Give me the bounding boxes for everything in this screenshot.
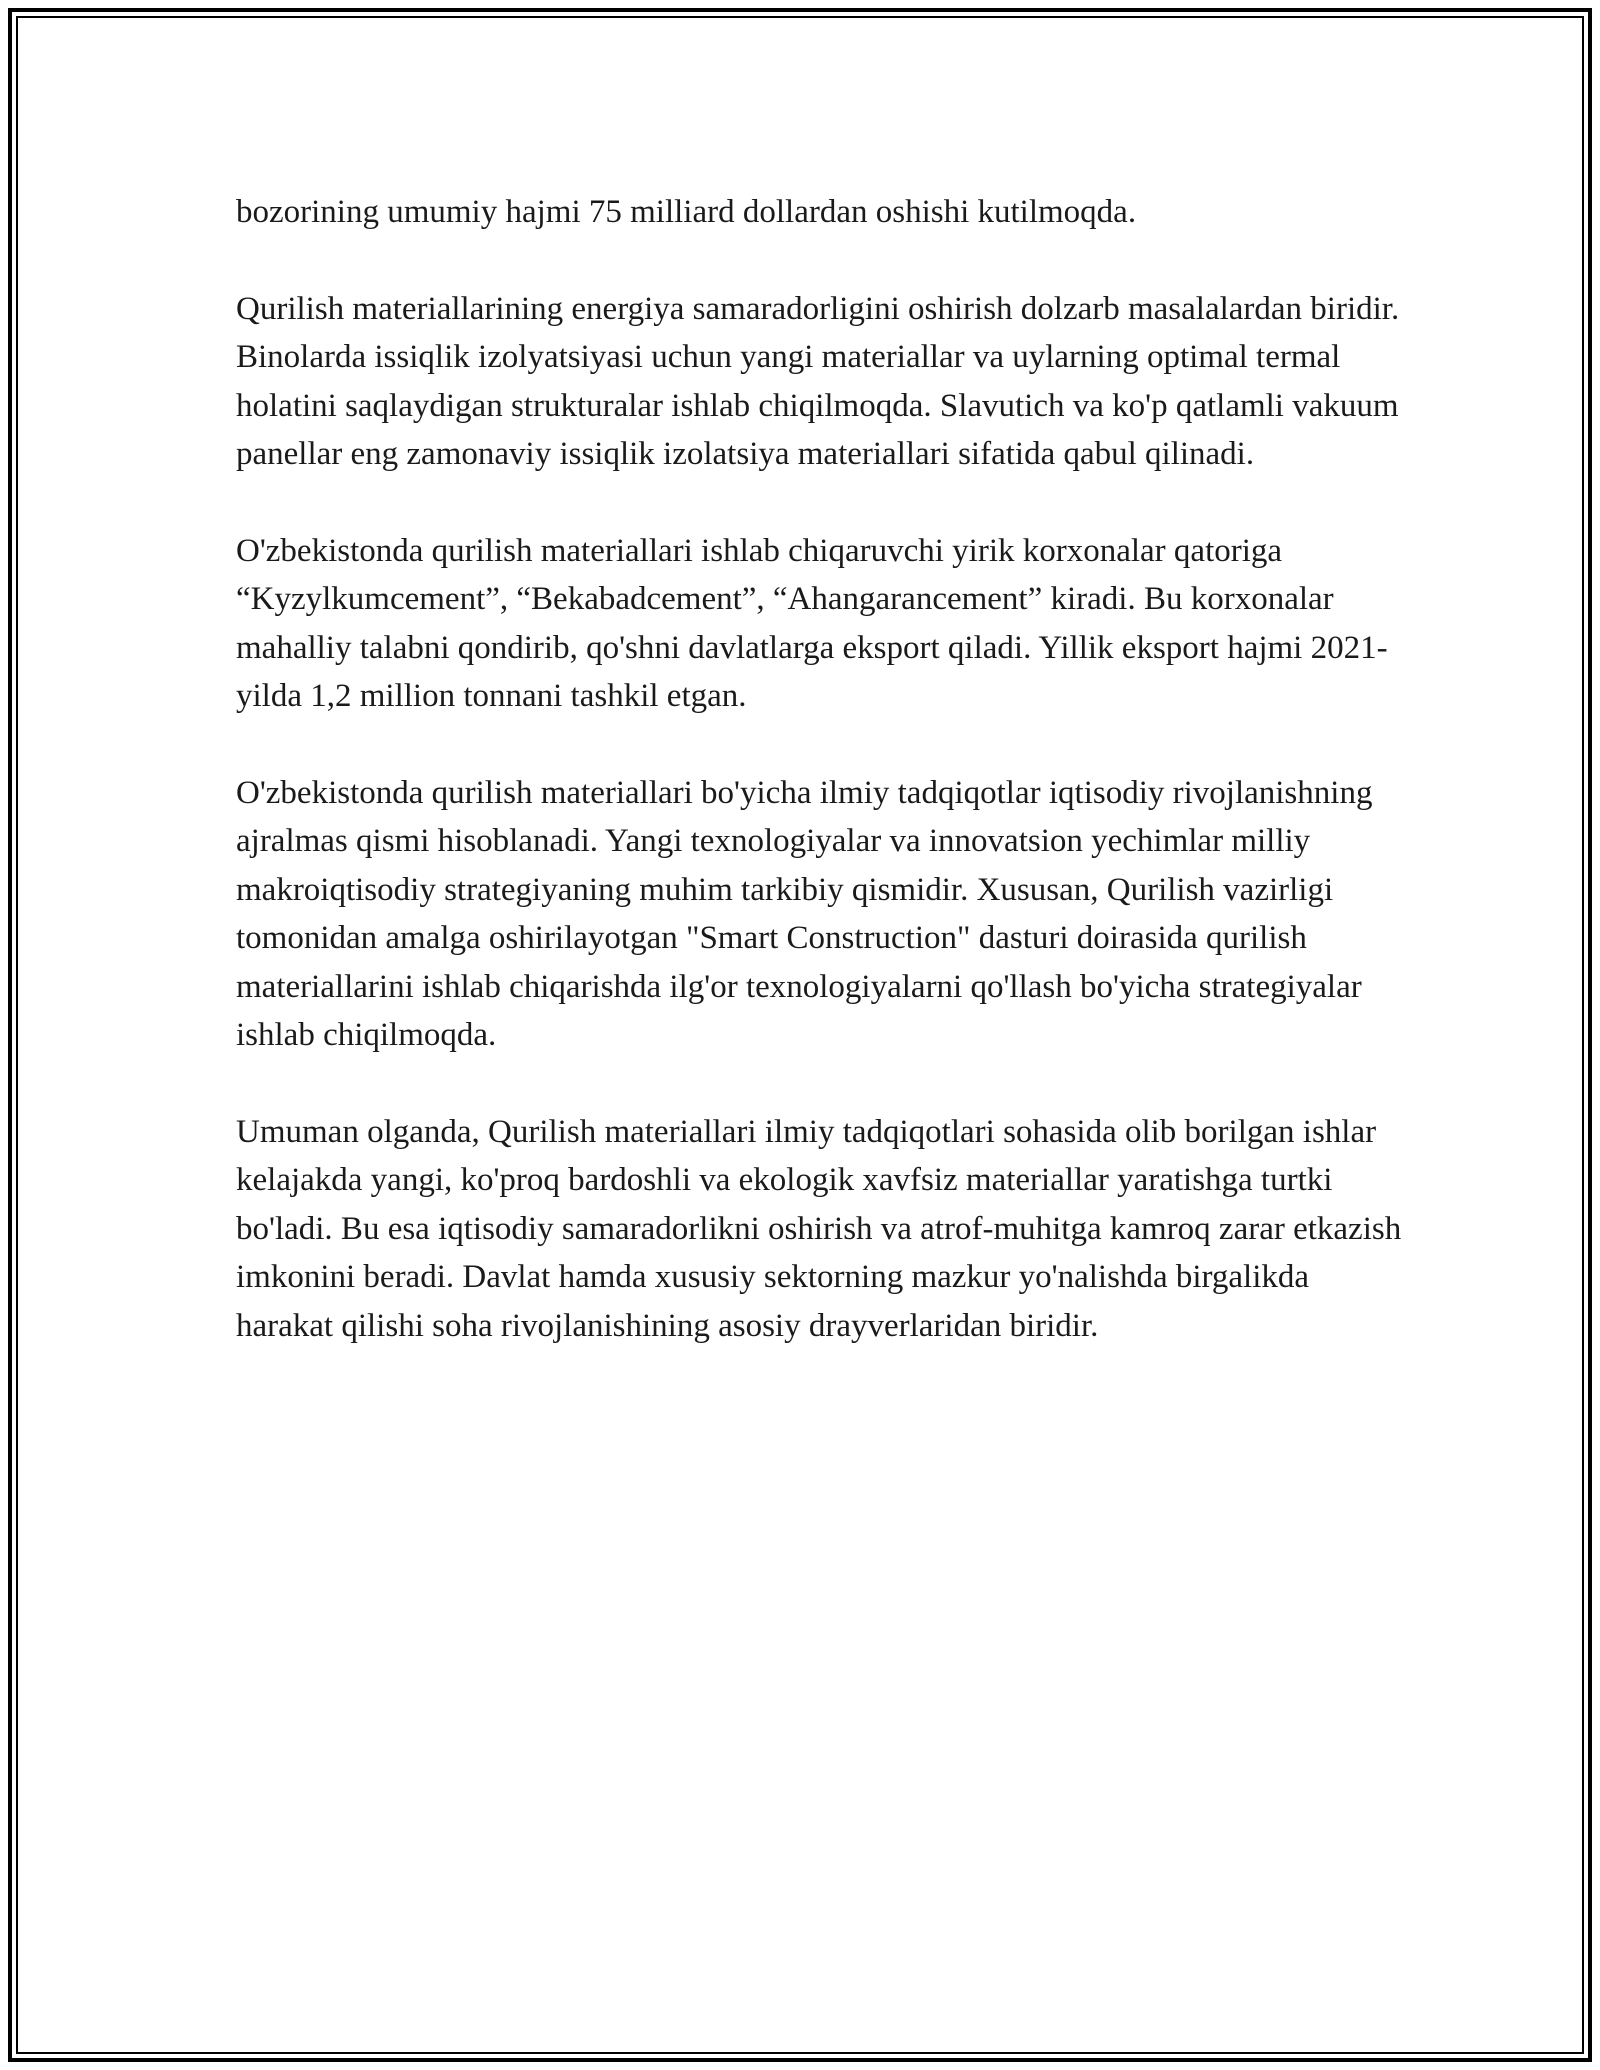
paragraph-2: Qurilish materiallarining energiya samaradorligini oshirish dolzarb masalalardan biridir. Binolarda issiqlik izolyatsiyasi uchun yangi materiallar va uylarning optimal termal holatini saqlaydigan strukturalar ishlab chiqilmoqda. Slavutich va ko'p qatlamli vakuum panellar eng zamonaviy issiqlik izolatsiya materiallari sifatida qabul qilinadi.	[236, 290, 1400, 472]
paragraph-5: Umuman olganda, Qurilish materiallari ilmiy tadqiqotlari sohasida olib borilgan ishlar kelajakda yangi, ko'proq bardoshli va ekologik xavfsiz materiallar yaratishga turtki bo'ladi. Bu esa iqtisodiy samaradorlikni oshirish va atrof-muhitga kamroq zarar etkazish imkonini beradi. Davlat hamda xususiy sektorning mazkur yo'nalishda birgalikda harakat qilishi soha rivojlanishining asosiy drayverlaridan biridir.	[236, 1113, 1402, 1344]
paragraph-1: bozorining umumiy hajmi 75 milliard dollardan oshishi kutilmoqda.	[236, 194, 1137, 230]
document-body	[236, 188, 1406, 1350]
paragraph-4: O'zbekistonda qurilish materiallari bo'yicha ilmiy tadqiqotlar iqtisodiy rivojlanishning ajralmas qismi hisoblanadi. Yangi texnologiyalar va innovatsion yechimlar milliy makroiqtisodiy strategiyaning muhim tarkibiy qismidir. Xususan, Qurilish vazirligi tomonidan amalga oshirilayotgan "Smart Construction" dasturi doirasida qurilish materiallarini ishlab chiqarishda ilg'or texnologiyalarni qo'llash bo'yicha strategiyalar ishlab chiqilmoqda.	[236, 774, 1373, 1053]
paragraph-3: O'zbekistonda qurilish materiallari ishlab chiqaruvchi yirik korxonalar qatoriga “Kyzylkumcement”, “Bekabadcement”, “Ahangarancement” kiradi. Bu korxonalar mahalliy talabni qondirib, qo'shni davlatlarga eksport qiladi. Yillik eksport hajmi 2021-yilda 1,2 million tonnani tashkil etgan.	[236, 532, 1388, 714]
